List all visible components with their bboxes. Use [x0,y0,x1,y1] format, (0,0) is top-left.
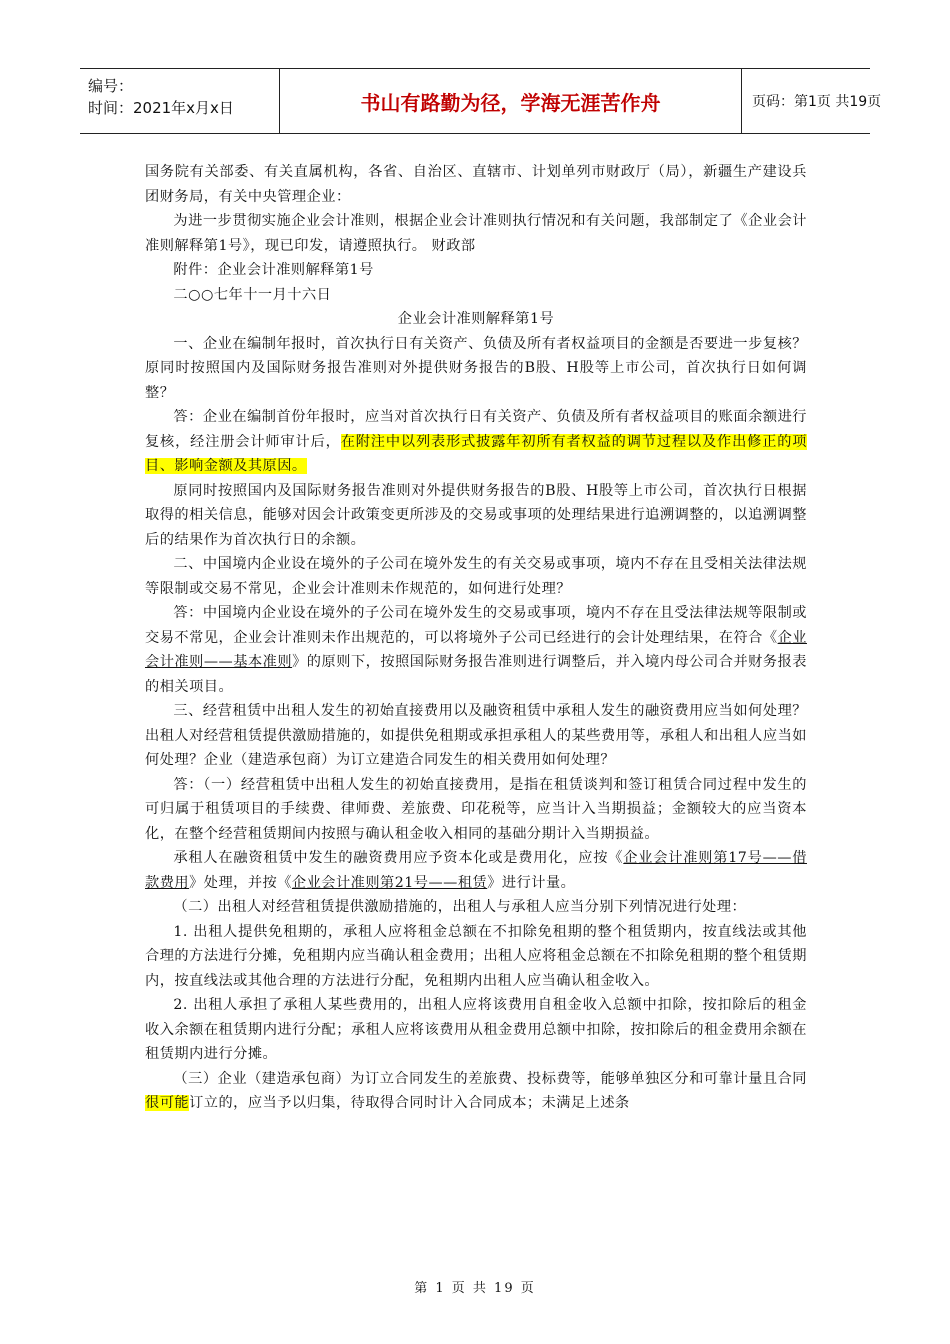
contract-text: （三）企业（建造承包商）为订立合同发生的差旅费、投标费等，能够单独区分和可靠计量且合同 [173,1070,807,1087]
answer-2-text-cont: 》的原则下，按照国际财务报告准则进行调整后，并入境内母公司合并财务报表的相关项目。 [145,654,807,695]
paragraph-notice: 为进一步贯彻实施企业会计准则，根据企业会计准则执行情况和有关问题，我部制定了《企业会计准则解释第1号》，现已印发，请遵照执行。 财政部 [145,213,807,254]
link-standard-17[interactable]: 企业会计准则第17号——借款费用 [145,850,807,891]
section-title: 企业会计准则解释第1号 [397,311,555,327]
paragraph-question-1: 一、企业在编制年报时，首次执行日有关资产、负债及所有者权益项目的金额是否要进一步复核？原同时按照国内及国际财务报告准则对外提供财务报告的B股、H股等上市公司，首次执行日如何调整？ [145,335,807,401]
paragraph-answer-3-financing [145,846,807,895]
header-left-cell [80,69,280,133]
link-standard-21[interactable]: 企业会计准则第21号——租赁 [291,874,488,891]
paragraph-answer-1-cont: 原同时按照国内及国际财务报告准则对外提供财务报告的B股、H股等上市公司，首次执行日根据取得的相关信息，能够对因会计政策变更所涉及的交易或事项的处理结果进行追溯调整的，以追溯调整后的结果作为首次执行日的余额。 [145,482,807,548]
paragraph-date: 二○○七年十一月十六日 [173,286,332,303]
link-basic-standard[interactable]: 企业会计准则——基本准则 [145,629,807,670]
paragraph-addressees: 国务院有关部委、有关直属机构，各省、自治区、直辖市、计划单列市财政厅（局），新疆生产建设兵团财务局，有关中央管理企业： [145,164,807,205]
paragraph-answer-2 [145,601,807,699]
answer-1-text: 答：企业在编制首份年报时，应当对首次执行日有关资产、负债及所有者权益项目的账面余额进行复核，经注册会计师审计后， [145,409,807,450]
paragraph-question-2: 二、中国境内企业设在境外的子公司在境外发生的有关交易或事项，境内不存在且受相关法律法规等限制或交易不常见，企业会计准则未作规范的，如何进行处理？ [145,556,807,597]
highlighted-text: 在附注中以列表形式披露年初所有者权益的调节过程以及作出修正的项目、影响金额及其原因。 [145,433,807,474]
financing-text-end: 》进行计量。 [487,874,576,891]
paragraph-answer-3-3 [145,1067,807,1116]
answer-2-text: 答：中国境内企业设在境外的子公司在境外发生的交易或事项，境内不存在且受法律法规等限制或交易不常见，企业会计准则未作出规范的，可以将境外子公司已经进行的会计处理结果，在符合《 [145,605,807,646]
financing-text-mid: 》处理，并按《 [189,874,292,891]
paragraph-answer-1 [145,405,807,479]
page-footer: 第 1 页 共 19 页 [414,1281,536,1296]
paragraph-answer-3-1: 答：（一）经营租赁中出租人发生的初始直接费用，是指在租赁谈判和签订租赁合同过程中发生的可归属于租赁项目的手续费、律师费、差旅费、印花税等，应当计入当期损益；金额较大的应当资本化，在整个经营租赁期间内按照与确认租金收入相同的基础分期计入当期损益。 [145,776,807,842]
financing-text: 承租人在融资租赁中发生的融资费用应予资本化或是费用化，应按《 [173,850,624,866]
paragraph-item-1: 1. 出租人提供免租期的，承租人应将租金总额在不扣除免租期的整个租赁期内，按直线法或其他合理的方法进行分摊，免租期内应当确认租金费用；出租人应将租金总额在不扣除免租期的整个租赁期内，按直线法或其他合理的方法进行分配，免租期内出租人应当确认租金收入。 [145,923,807,989]
header-table [80,68,882,134]
contract-text-cont: 订立的，应当予以归集，待取得合同时计入合同成本；未满足上述条 [189,1095,630,1111]
time-label: 时间：2021年x月x日 [88,99,234,117]
paragraph-item-2: 2. 出租人承担了承租人某些费用的，出租人应将该费用自租金收入总额中扣除，按扣除后的租金收入余额在租赁期内进行分配；承租人应将该费用从租金费用总额中扣除，按扣除后的租金费用余额在租赁期内进行分摊。 [145,997,807,1062]
paragraph-question-3: 三、经营租赁中出租人发生的初始直接费用以及融资租赁中承租人发生的融资费用应当如何处理？出租人对经营租赁提供激励措施的，如提供免租期或承担承租人的某些费用等，承租人和出租人应当如何处理？企业（建造承包商）为订立建造合同发生的相关费用如何处理？ [145,703,807,768]
header-motto: 书山有路勤为径，学海无涯苦作舟 [280,69,742,133]
paragraph-answer-3-2: （二）出租人对经营租赁提供激励措施的，出租人与承租人应当分别下列情况进行处理： [173,899,747,915]
number-label: 编号： [88,77,134,95]
paragraph-attachment: 附件：企业会计准则解释第1号 [173,262,374,278]
header-page-info: 页码：第1页 共19页 [752,94,882,110]
highlighted-word: 很可能 [145,1095,190,1111]
document-body [145,160,807,1116]
